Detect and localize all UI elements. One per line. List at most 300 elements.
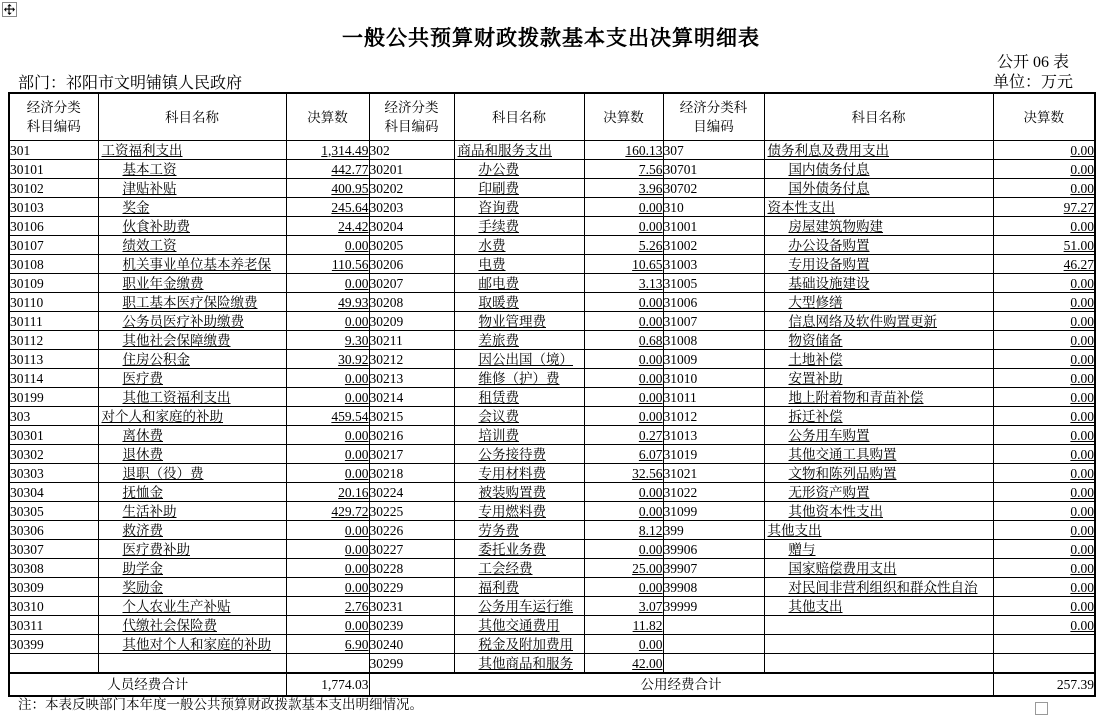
cell-subject-name: 办公费 bbox=[454, 160, 584, 179]
cell-amount: 0.00 bbox=[993, 483, 1095, 502]
cell-subject-name: 邮电费 bbox=[454, 274, 584, 293]
table-body bbox=[9, 141, 1095, 674]
cell-subject-code: 30110 bbox=[9, 293, 98, 312]
cell-subject-name: 大型修缮 bbox=[764, 293, 993, 312]
cell-amount: 42.00 bbox=[584, 654, 663, 674]
cell-subject-code: 31099 bbox=[663, 502, 764, 521]
cell-subject-name: 商品和服务支出 bbox=[454, 141, 584, 160]
cell-subject-code: 30213 bbox=[369, 369, 454, 388]
cell-subject-name: 信息网络及软件购置更新 bbox=[764, 312, 993, 331]
table-code-label: 公开 06 表 bbox=[996, 54, 1069, 71]
cell-subject-name: 地上附着物和青苗补偿 bbox=[764, 388, 993, 407]
cell-subject-code: 30299 bbox=[369, 654, 454, 674]
cell-subject-code: 30206 bbox=[369, 255, 454, 274]
personnel-total-label: 人员经费合计 bbox=[9, 673, 286, 696]
cell-amount: 0.00 bbox=[286, 369, 369, 388]
public-total-label: 公用经费合计 bbox=[369, 673, 993, 696]
cell-amount: 32.56 bbox=[584, 464, 663, 483]
cell-subject-name: 安置补助 bbox=[764, 369, 993, 388]
cell-subject-name: 房屋建筑物购建 bbox=[764, 217, 993, 236]
cell-subject-name: 劳务费 bbox=[454, 521, 584, 540]
cell-subject-code: 39906 bbox=[663, 540, 764, 559]
cell-subject-name bbox=[764, 654, 993, 674]
cell-subject-code: 31022 bbox=[663, 483, 764, 502]
cell-subject-code: 39907 bbox=[663, 559, 764, 578]
cell-subject-name: 公务接待费 bbox=[454, 445, 584, 464]
cell-amount: 110.56 bbox=[286, 255, 369, 274]
cell-subject-code: 31005 bbox=[663, 274, 764, 293]
cell-subject-code: 31002 bbox=[663, 236, 764, 255]
cell-subject-code: 30308 bbox=[9, 559, 98, 578]
cell-amount: 0.00 bbox=[993, 464, 1095, 483]
cell-subject-code: 307 bbox=[663, 141, 764, 160]
cell-amount: 0.00 bbox=[993, 312, 1095, 331]
cell-amount bbox=[993, 635, 1095, 654]
cell-subject-code: 30209 bbox=[369, 312, 454, 331]
cell-amount: 9.30 bbox=[286, 331, 369, 350]
cell-subject-name: 职工基本医疗保险缴费 bbox=[98, 293, 286, 312]
cell-subject-code: 31013 bbox=[663, 426, 764, 445]
cell-subject-name: 维修（护）费 bbox=[454, 369, 584, 388]
cell-subject-code: 30305 bbox=[9, 502, 98, 521]
cell-subject-code: 39999 bbox=[663, 597, 764, 616]
cell-subject-code bbox=[663, 616, 764, 635]
cell-subject-code: 30102 bbox=[9, 179, 98, 198]
cell-subject-code: 31019 bbox=[663, 445, 764, 464]
table-row bbox=[9, 312, 1095, 331]
cell-subject-code: 31012 bbox=[663, 407, 764, 426]
cell-subject-code: 30215 bbox=[369, 407, 454, 426]
table-row bbox=[9, 540, 1095, 559]
cell-amount: 49.93 bbox=[286, 293, 369, 312]
move-cross-icon bbox=[4, 4, 15, 15]
cell-subject-name: 国外债务付息 bbox=[764, 179, 993, 198]
cell-subject-name: 资本性支出 bbox=[764, 198, 993, 217]
cell-amount: 0.00 bbox=[993, 616, 1095, 635]
cell-subject-name: 职业年金缴费 bbox=[98, 274, 286, 293]
cell-subject-name: 债务利息及费用支出 bbox=[764, 141, 993, 160]
cell-subject-name: 无形资产购置 bbox=[764, 483, 993, 502]
table-row bbox=[9, 388, 1095, 407]
personnel-total-value: 1,774.03 bbox=[286, 673, 369, 696]
cell-amount: 459.54 bbox=[286, 407, 369, 426]
cell-subject-name: 奖励金 bbox=[98, 578, 286, 597]
cell-subject-name: 基础设施建设 bbox=[764, 274, 993, 293]
cell-subject-name: 公务用车购置 bbox=[764, 426, 993, 445]
table-row bbox=[9, 141, 1095, 160]
cell-amount: 0.00 bbox=[584, 369, 663, 388]
cell-subject-code: 399 bbox=[663, 521, 764, 540]
cell-subject-code: 30301 bbox=[9, 426, 98, 445]
cell-subject-name: 国家赔偿费用支出 bbox=[764, 559, 993, 578]
cell-subject-code: 30112 bbox=[9, 331, 98, 350]
cell-subject-name: 电费 bbox=[454, 255, 584, 274]
cell-amount: 0.00 bbox=[993, 502, 1095, 521]
table-resize-handle[interactable] bbox=[1035, 702, 1048, 715]
table-row bbox=[9, 559, 1095, 578]
cell-amount: 0.00 bbox=[584, 388, 663, 407]
cell-amount: 24.42 bbox=[286, 217, 369, 236]
cell-subject-name: 被装购置费 bbox=[454, 483, 584, 502]
cell-subject-code: 30208 bbox=[369, 293, 454, 312]
cell-subject-name: 助学金 bbox=[98, 559, 286, 578]
cell-amount: 0.00 bbox=[993, 578, 1095, 597]
cell-subject-name: 医疗费补助 bbox=[98, 540, 286, 559]
cell-amount: 442.77 bbox=[286, 160, 369, 179]
cell-subject-name: 其他交通费用 bbox=[454, 616, 584, 635]
table-row bbox=[9, 464, 1095, 483]
cell-amount: 0.00 bbox=[993, 597, 1095, 616]
cell-amount: 0.00 bbox=[584, 578, 663, 597]
cell-subject-code: 303 bbox=[9, 407, 98, 426]
cell-subject-code: 30216 bbox=[369, 426, 454, 445]
cell-subject-name: 文物和陈列品购置 bbox=[764, 464, 993, 483]
cell-amount: 0.00 bbox=[993, 559, 1095, 578]
cell-subject-name: 工会经费 bbox=[454, 559, 584, 578]
header-value-col-3: 决算数 bbox=[993, 93, 1095, 141]
cell-amount: 3.13 bbox=[584, 274, 663, 293]
cell-subject-code: 30199 bbox=[9, 388, 98, 407]
cell-amount: 46.27 bbox=[993, 255, 1095, 274]
cell-subject-name: 培训费 bbox=[454, 426, 584, 445]
table-row bbox=[9, 445, 1095, 464]
table-row bbox=[9, 635, 1095, 654]
cell-subject-code: 30307 bbox=[9, 540, 98, 559]
cell-amount: 0.00 bbox=[286, 559, 369, 578]
table-row bbox=[9, 255, 1095, 274]
cell-subject-code: 30217 bbox=[369, 445, 454, 464]
department-label: 部门：祁阳市文明铺镇人民政府 bbox=[18, 75, 243, 92]
cell-amount: 0.00 bbox=[286, 312, 369, 331]
cell-subject-code: 30211 bbox=[369, 331, 454, 350]
cell-amount: 0.68 bbox=[584, 331, 663, 350]
cell-amount: 0.00 bbox=[993, 540, 1095, 559]
cell-amount: 0.00 bbox=[584, 293, 663, 312]
table-row bbox=[9, 179, 1095, 198]
cell-subject-name bbox=[98, 654, 286, 674]
cell-subject-code: 30204 bbox=[369, 217, 454, 236]
cell-amount: 0.00 bbox=[286, 540, 369, 559]
cell-subject-code: 30304 bbox=[9, 483, 98, 502]
public-total-value: 257.39 bbox=[993, 673, 1095, 696]
cell-subject-code: 30701 bbox=[663, 160, 764, 179]
cell-amount: 0.00 bbox=[584, 407, 663, 426]
cell-amount: 0.00 bbox=[286, 521, 369, 540]
table-row bbox=[9, 198, 1095, 217]
cell-subject-code: 30306 bbox=[9, 521, 98, 540]
cell-subject-code: 39908 bbox=[663, 578, 764, 597]
cell-subject-name: 其他对个人和家庭的补助 bbox=[98, 635, 286, 654]
header-name-col-3: 科目名称 bbox=[764, 93, 993, 141]
table-row bbox=[9, 502, 1095, 521]
cell-subject-code: 30205 bbox=[369, 236, 454, 255]
cell-amount: 2.76 bbox=[286, 597, 369, 616]
cell-subject-name: 水费 bbox=[454, 236, 584, 255]
cell-subject-name: 租赁费 bbox=[454, 388, 584, 407]
cell-subject-name: 赠与 bbox=[764, 540, 993, 559]
cell-subject-name: 绩效工资 bbox=[98, 236, 286, 255]
table-header bbox=[9, 93, 1095, 141]
cell-subject-name: 办公设备购置 bbox=[764, 236, 993, 255]
cell-amount: 97.27 bbox=[993, 198, 1095, 217]
table-row bbox=[9, 616, 1095, 635]
header-name-col-2: 科目名称 bbox=[454, 93, 584, 141]
cell-subject-code: 30303 bbox=[9, 464, 98, 483]
header-code-col-1: 经济分类 科目编码 bbox=[9, 93, 98, 141]
cell-subject-code: 30399 bbox=[9, 635, 98, 654]
cell-subject-code: 310 bbox=[663, 198, 764, 217]
cell-subject-code: 31001 bbox=[663, 217, 764, 236]
cell-subject-name: 医疗费 bbox=[98, 369, 286, 388]
cell-subject-name: 印刷费 bbox=[454, 179, 584, 198]
cell-amount: 160.13 bbox=[584, 141, 663, 160]
cell-subject-name: 工资福利支出 bbox=[98, 141, 286, 160]
table-row bbox=[9, 483, 1095, 502]
cell-subject-code: 30310 bbox=[9, 597, 98, 616]
cell-amount: 0.00 bbox=[993, 350, 1095, 369]
cell-subject-name: 专用设备购置 bbox=[764, 255, 993, 274]
cell-subject-code: 31006 bbox=[663, 293, 764, 312]
cell-amount: 3.96 bbox=[584, 179, 663, 198]
cell-subject-name: 其他支出 bbox=[764, 597, 993, 616]
cell-subject-name: 咨询费 bbox=[454, 198, 584, 217]
cell-subject-name: 公务员医疗补助缴费 bbox=[98, 312, 286, 331]
cell-amount: 3.07 bbox=[584, 597, 663, 616]
cell-amount: 20.16 bbox=[286, 483, 369, 502]
cell-amount: 0.00 bbox=[993, 445, 1095, 464]
cell-amount bbox=[286, 654, 369, 674]
cell-subject-code: 30111 bbox=[9, 312, 98, 331]
cell-subject-code: 30218 bbox=[369, 464, 454, 483]
cell-subject-name: 专用燃料费 bbox=[454, 502, 584, 521]
cell-subject-name: 委托业务费 bbox=[454, 540, 584, 559]
cell-subject-code bbox=[9, 654, 98, 674]
cell-subject-name: 生活补助 bbox=[98, 502, 286, 521]
cell-subject-code: 31008 bbox=[663, 331, 764, 350]
cell-subject-code: 30101 bbox=[9, 160, 98, 179]
cell-subject-code: 31007 bbox=[663, 312, 764, 331]
cell-subject-code bbox=[663, 635, 764, 654]
cell-amount: 25.00 bbox=[584, 559, 663, 578]
table-row bbox=[9, 654, 1095, 674]
cell-amount: 0.00 bbox=[584, 540, 663, 559]
table-row bbox=[9, 217, 1095, 236]
cell-amount: 5.26 bbox=[584, 236, 663, 255]
cell-amount bbox=[993, 654, 1095, 674]
cell-subject-code: 30302 bbox=[9, 445, 98, 464]
cell-amount: 0.00 bbox=[286, 616, 369, 635]
cell-amount: 0.00 bbox=[993, 274, 1095, 293]
cell-subject-name: 伙食补助费 bbox=[98, 217, 286, 236]
cell-amount: 0.00 bbox=[286, 388, 369, 407]
cell-subject-name: 拆迁补偿 bbox=[764, 407, 993, 426]
cell-subject-code: 30207 bbox=[369, 274, 454, 293]
header-name-col-1: 科目名称 bbox=[98, 93, 286, 141]
table-row bbox=[9, 160, 1095, 179]
cell-amount: 0.00 bbox=[584, 502, 663, 521]
cell-subject-name: 其他交通工具购置 bbox=[764, 445, 993, 464]
table-row bbox=[9, 407, 1095, 426]
cell-subject-code: 30108 bbox=[9, 255, 98, 274]
cell-subject-name: 专用材料费 bbox=[454, 464, 584, 483]
cell-subject-code: 301 bbox=[9, 141, 98, 160]
cell-subject-code: 30106 bbox=[9, 217, 98, 236]
cell-subject-name: 其他支出 bbox=[764, 521, 993, 540]
cell-subject-code: 30225 bbox=[369, 502, 454, 521]
cell-subject-name: 手续费 bbox=[454, 217, 584, 236]
cell-subject-code: 30113 bbox=[9, 350, 98, 369]
cell-subject-name: 差旅费 bbox=[454, 331, 584, 350]
table-row bbox=[9, 350, 1095, 369]
header-value-col-1: 决算数 bbox=[286, 93, 369, 141]
table-move-handle[interactable] bbox=[2, 2, 17, 17]
cell-amount: 400.95 bbox=[286, 179, 369, 198]
cell-amount: 0.00 bbox=[584, 217, 663, 236]
cell-subject-name: 福利费 bbox=[454, 578, 584, 597]
cell-subject-name bbox=[764, 616, 993, 635]
cell-amount: 0.00 bbox=[286, 445, 369, 464]
cell-subject-name: 其他工资福利支出 bbox=[98, 388, 286, 407]
cell-subject-code: 31021 bbox=[663, 464, 764, 483]
cell-subject-name: 救济费 bbox=[98, 521, 286, 540]
cell-subject-name: 因公出国（境） bbox=[454, 350, 584, 369]
cell-subject-name: 奖金 bbox=[98, 198, 286, 217]
cell-subject-code: 302 bbox=[369, 141, 454, 160]
cell-subject-code: 30203 bbox=[369, 198, 454, 217]
cell-subject-name: 其他社会保障缴费 bbox=[98, 331, 286, 350]
cell-amount: 0.00 bbox=[993, 407, 1095, 426]
cell-amount: 0.00 bbox=[993, 217, 1095, 236]
cell-subject-code: 30240 bbox=[369, 635, 454, 654]
cell-subject-code: 31003 bbox=[663, 255, 764, 274]
cell-amount: 0.00 bbox=[993, 388, 1095, 407]
header-code-col-2: 经济分类 科目编码 bbox=[369, 93, 454, 141]
cell-amount: 0.00 bbox=[993, 331, 1095, 350]
cell-amount: 0.00 bbox=[993, 293, 1095, 312]
cell-subject-name: 对民间非营利组织和群众性自治 bbox=[764, 578, 993, 597]
cell-amount: 0.27 bbox=[584, 426, 663, 445]
cell-amount: 0.00 bbox=[584, 198, 663, 217]
cell-subject-name: 住房公积金 bbox=[98, 350, 286, 369]
page-title: 一般公共预算财政拨款基本支出决算明细表 bbox=[342, 26, 760, 50]
cell-amount: 245.64 bbox=[286, 198, 369, 217]
cell-subject-name bbox=[764, 635, 993, 654]
cell-amount: 30.92 bbox=[286, 350, 369, 369]
cell-subject-name: 离休费 bbox=[98, 426, 286, 445]
cell-subject-name: 个人农业生产补贴 bbox=[98, 597, 286, 616]
cell-subject-name: 土地补偿 bbox=[764, 350, 993, 369]
cell-subject-name: 国内债务付息 bbox=[764, 160, 993, 179]
cell-subject-code: 30214 bbox=[369, 388, 454, 407]
table-row bbox=[9, 274, 1095, 293]
cell-subject-name: 基本工资 bbox=[98, 160, 286, 179]
cell-subject-code: 30212 bbox=[369, 350, 454, 369]
cell-subject-code: 30311 bbox=[9, 616, 98, 635]
cell-subject-code bbox=[663, 654, 764, 674]
cell-amount: 0.00 bbox=[993, 141, 1095, 160]
table-row bbox=[9, 236, 1095, 255]
cell-subject-code: 30107 bbox=[9, 236, 98, 255]
cell-amount: 429.72 bbox=[286, 502, 369, 521]
unit-label: 单位：万元 bbox=[992, 74, 1073, 91]
cell-subject-name: 会议费 bbox=[454, 407, 584, 426]
cell-subject-code: 30224 bbox=[369, 483, 454, 502]
cell-subject-code: 30229 bbox=[369, 578, 454, 597]
cell-amount: 8.12 bbox=[584, 521, 663, 540]
header-code-col-3: 经济分类科 目编码 bbox=[663, 93, 764, 141]
cell-amount: 0.00 bbox=[584, 350, 663, 369]
cell-subject-code: 30702 bbox=[663, 179, 764, 198]
cell-amount: 0.00 bbox=[993, 160, 1095, 179]
cell-amount: 0.00 bbox=[286, 578, 369, 597]
cell-subject-name: 税金及附加费用 bbox=[454, 635, 584, 654]
cell-subject-code: 30109 bbox=[9, 274, 98, 293]
table-row bbox=[9, 293, 1095, 312]
cell-amount: 0.00 bbox=[286, 464, 369, 483]
table-row bbox=[9, 597, 1095, 616]
cell-subject-code: 30239 bbox=[369, 616, 454, 635]
cell-amount: 1,314.49 bbox=[286, 141, 369, 160]
cell-subject-name: 对个人和家庭的补助 bbox=[98, 407, 286, 426]
cell-subject-name: 津贴补贴 bbox=[98, 179, 286, 198]
cell-subject-code: 30231 bbox=[369, 597, 454, 616]
cell-amount: 0.00 bbox=[584, 483, 663, 502]
cell-amount: 0.00 bbox=[993, 426, 1095, 445]
cell-amount: 0.00 bbox=[286, 274, 369, 293]
cell-subject-code: 30202 bbox=[369, 179, 454, 198]
cell-amount: 0.00 bbox=[584, 312, 663, 331]
cell-subject-name: 抚恤金 bbox=[98, 483, 286, 502]
cell-subject-code: 30114 bbox=[9, 369, 98, 388]
cell-amount: 0.00 bbox=[993, 369, 1095, 388]
cell-subject-name: 其他商品和服务 bbox=[454, 654, 584, 674]
cell-subject-code: 30309 bbox=[9, 578, 98, 597]
cell-amount: 51.00 bbox=[993, 236, 1095, 255]
cell-amount: 0.00 bbox=[993, 179, 1095, 198]
cell-subject-code: 30201 bbox=[369, 160, 454, 179]
cell-amount: 0.00 bbox=[286, 236, 369, 255]
cell-subject-code: 30103 bbox=[9, 198, 98, 217]
basic-expenditure-table bbox=[8, 92, 1096, 697]
table-row bbox=[9, 578, 1095, 597]
cell-subject-code: 30226 bbox=[369, 521, 454, 540]
cell-amount: 0.00 bbox=[286, 426, 369, 445]
cell-amount: 6.07 bbox=[584, 445, 663, 464]
cell-subject-name: 退休费 bbox=[98, 445, 286, 464]
cell-subject-name: 机关事业单位基本养老保 bbox=[98, 255, 286, 274]
cell-subject-name: 其他资本性支出 bbox=[764, 502, 993, 521]
table-row bbox=[9, 331, 1095, 350]
header-value-col-2: 决算数 bbox=[584, 93, 663, 141]
cell-subject-name: 退职（役）费 bbox=[98, 464, 286, 483]
cell-subject-name: 物业管理费 bbox=[454, 312, 584, 331]
cell-amount: 7.56 bbox=[584, 160, 663, 179]
cell-subject-name: 代缴社会保险费 bbox=[98, 616, 286, 635]
cell-subject-code: 30227 bbox=[369, 540, 454, 559]
cell-subject-name: 取暖费 bbox=[454, 293, 584, 312]
table-row bbox=[9, 369, 1095, 388]
cell-subject-name: 物资储备 bbox=[764, 331, 993, 350]
cell-subject-code: 31010 bbox=[663, 369, 764, 388]
cell-amount: 11.82 bbox=[584, 616, 663, 635]
cell-subject-code: 31011 bbox=[663, 388, 764, 407]
meta-right-block bbox=[993, 53, 1073, 93]
cell-amount: 10.65 bbox=[584, 255, 663, 274]
table-row bbox=[9, 521, 1095, 540]
table-row bbox=[9, 426, 1095, 445]
header-row bbox=[9, 93, 1095, 141]
note-text: 注：本表反映部门本年度一般公共预算财政拨款基本支出明细情况。 bbox=[18, 697, 423, 712]
